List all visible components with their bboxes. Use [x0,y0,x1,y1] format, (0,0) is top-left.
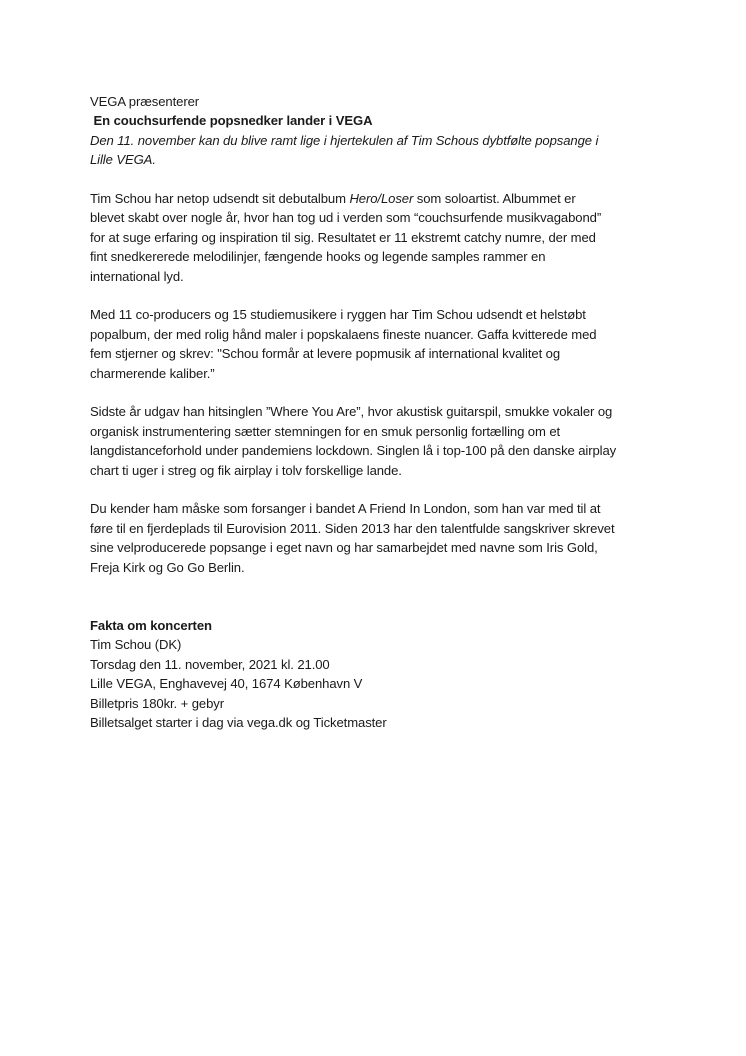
paragraph-line: popalbum, der med rolig hånd maler i popskalaens fineste nuancer. Gaffa kvitterede med [90,326,597,342]
facts-item: Billetpris 180kr. + gebyr [90,695,224,711]
paragraph-line: føre til en fjerdeplads til Eurovision 2011. Siden 2013 har den talentfulde sangskriver skrevet [90,520,615,536]
paragraph-line: organisk instrumentering sætter stemningen for en smuk personlig fortælling om et [90,423,561,439]
paragraph-producers [90,305,660,383]
presenter-line: VEGA præsenterer [90,94,200,109]
paragraph-line: Freja Kirk og Go Go Berlin. [90,559,245,575]
paragraph-line: for at suge erfaring og inspiration til sig. Resultatet er 11 ekstremt catchy numre, der med [90,229,596,245]
paragraph-line: Sidste år udgav han hitsinglen ”Where You Are”, hvor akustisk guitarspil, smukke vokaler og [90,404,613,420]
lead-line-1: Den 11. november kan du blive ramt lige i hjertekulen af Tim Schous dybtfølte popsange i [90,132,599,148]
paragraph-text: som soloartist. Albummet er [413,191,576,207]
facts-item: Tim Schou (DK) [90,637,182,653]
paragraph-text: Tim Schou har netop udsendt sit debutalbum [90,191,350,207]
paragraph-debut-album [90,189,660,286]
paragraph-line: fint snedkererede melodilinjer, fængende hooks og legende samples rammer en [90,249,546,265]
paragraph-line: Du kender ham måske som forsanger i bandet A Friend In London, som han var med til at [90,501,601,517]
headline: En couchsurfende popsnedker lander i VEGA [90,113,373,129]
paragraph-line: blevet skabt over nogle år, hvor han tog ud i verden som “couchsurfende musikvagabond” [90,210,602,226]
spacer [90,577,660,616]
lead-line-2: Lille VEGA. [90,152,156,168]
document-page [90,92,660,732]
facts-item: Lille VEGA, Enghavevej 40, 1674 København V [90,676,363,692]
facts-heading: Fakta om koncerten [90,617,212,633]
facts-item: Billetsalget starter i dag via vega.dk og Ticketmaster [90,714,387,730]
paragraph-hitsingle [90,402,660,480]
paragraph-line: international lyd. [90,268,184,284]
spacer [90,480,660,499]
paragraph-line: langdistanceforhold under pandemiens lockdown. Singlen lå i top-100 på den danske airplay [90,443,617,459]
paragraph-line: charmerende kaliber.” [90,365,215,381]
facts-section [90,616,660,732]
facts-item: Torsdag den 11. november, 2021 kl. 21.00 [90,656,330,672]
paragraph-background [90,499,660,577]
paragraph-line: sine velproducerede popsange i eget navn og har samarbejdet med navne som Iris Gold, [90,540,598,556]
paragraph-line: Med 11 co-producers og 15 studiemusikere i ryggen har Tim Schou udsendt et helstøbt [90,307,586,323]
spacer [90,383,660,402]
paragraph-line [90,189,660,208]
paragraph-line: chart ti uger i streg og fik airplay i tolv forskellige lande. [90,462,402,478]
paragraph-line: fem stjerner og skrev: "Schou formår at levere popmusik af international kvalitet og [90,346,561,362]
album-title: Hero/Loser [349,191,414,207]
spacer [90,286,660,305]
spacer [90,170,660,189]
